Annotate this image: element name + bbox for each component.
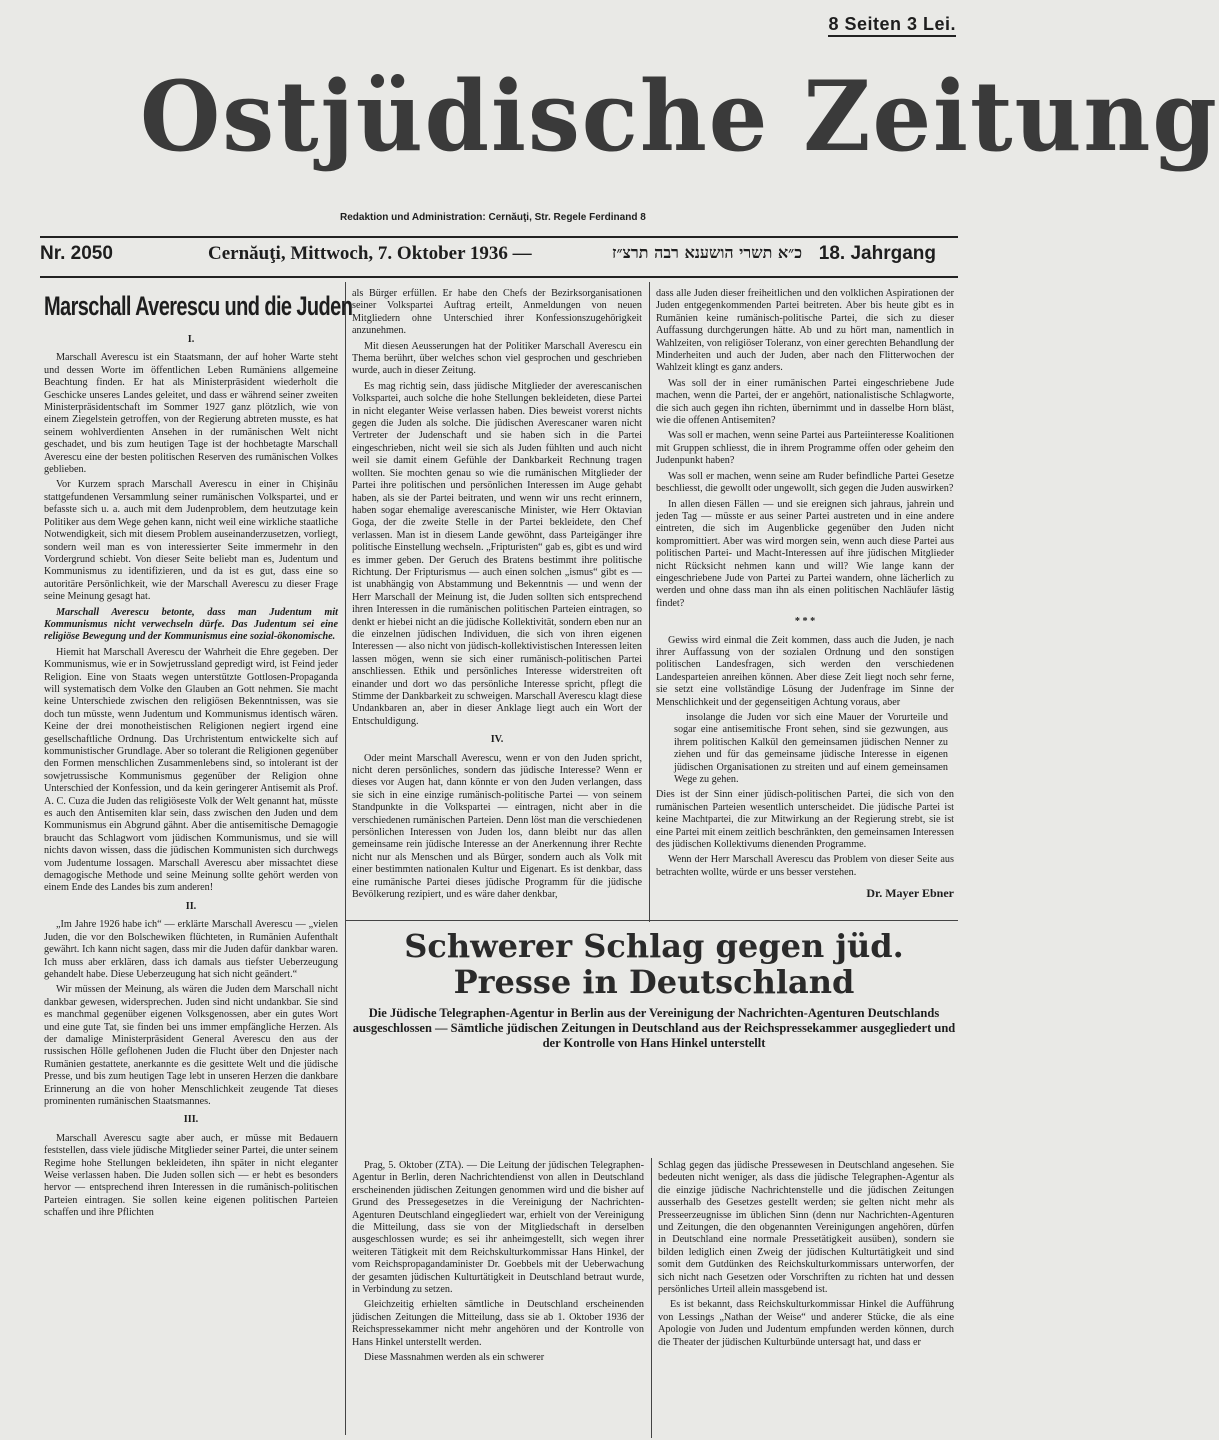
news-column-a [352, 1160, 644, 1436]
issue-number: Nr. 2050 [40, 243, 113, 264]
headline [350, 928, 958, 1000]
masthead [140, 60, 1219, 190]
article-title: Marschall Averescu und die Juden [44, 292, 353, 322]
paragraph: Marschall Averescu sagte aber auch, er müsse mit Bedauern feststellen, dass viele jüdische Mitglieder seiner Partei, die unter seinem Regime hohe Stellungen bekleideten, ihn später in nicht eleganter Weise verlassen haben. Die Juden sollen sich — er hebt es besonders hervor — entsprechend ihren Interessen in die rumänisch-politischen Parteien eintragen. Sie sollen keine eigenen politischen Parteien schaffen und ihre Pflichten [44, 1132, 338, 1219]
headline-line-1: Schwerer Schlag gegen jüd. [404, 927, 904, 965]
paragraph: Prag, 5. Oktober (ZTA). — Die Leitung der jüdischen Telegraphen-Agentur in Berlin, deren Nachrichtendienst von allen in Deutschland erscheinenden jüdischen Zeitungen genommen wird und die bisher auf Grund des Pressegesetzes in die Vereinigung der Nachrichten-Agenturen Deutschland eingegliedert war, erhielt von der Vereinigung die Mitteilung, dass sie von der Mitgliedschaft in derselben ausgeschlossen wurde; es sei ihr anheimgestellt, sich wegen ihrer weiteren Tätigkeit mit dem Reichskulturkommissar Hans Hinkel, der vom Reichspropagandaminister Dr. Goebbels mit der Ueberwachung der gesamten jüdischen Kulturtätigkeit in Deutschland betraut wurde, in Verbindung zu setzen. [352, 1160, 644, 1296]
section-number: III. [183, 1114, 199, 1126]
paragraph: Hiemit hat Marschall Averescu der Wahrheit die Ehre gegeben. Der Kommunismus, wie er in Sowjetrussland gepredigt wird, ist Feind jeder Religion. Eine von Staats wegen unterstützte Gottlosen-Propaganda will systematisch dem Volke den Glauben an Gott nehmen. Sie macht keine Unterschiede zwischen den religiösen Bekenntnissen, was sie doch tun müsste, wenn Judentum und Kommunismus identisch wären. Keine der drei monotheistischen Religionen negiert irgend eine gesellschaftliche Ordnung. Das Urchristentum entwickelte sich auf kommunistischer Grundlage. Aber so tolerant die Religionen gegenüber den Formen menschlichen Zusammenlebens sind, so intolerant ist der sowjetrussische Kommunismus gegenüber der Religion ohne Unterschied der Konfession, und da kein geringerer Antisemit als Prof. A. C. Cuza die Juden das religiöseste Volk der Welt genannt hat, müsste es auch den Antisemiten klar sein, dass zwischen den Juden und dem Kommunismus ein Abgrund gähnt. Aber die antisemitische Demagogie braucht das Schlagwort vom jüdischen Kommunismus, und sie will nichts davon wissen, dass die jüdischen Kommunisten sich durchwegs vom Judentume lossagen. Marschall Averescu aber missachtet diese demagogische Methode und seine Meinung sollte gehört werden von einem Ende des Landes bis zum anderen! [44, 646, 338, 894]
paragraph: Was soll der in einer rumänischen Partei eingeschriebene Jude machen, wenn die Partei, der er angehört, nationalistische Schlagworte, die sich auch gegen ihn richten, übernimmt und in dasselbe Horn bläst, wie die offenen Antisemiten? [656, 377, 954, 427]
column-divider-3 [651, 1158, 652, 1438]
headline-top-rule [346, 920, 958, 921]
paragraph: Diese Massnahmen werden als ein schwerer [364, 1352, 545, 1364]
column-divider-left-lower [345, 920, 346, 1435]
article-column-3 [656, 288, 954, 918]
section-separator: * * * [794, 616, 816, 628]
headline-line-2: Presse in Deutschland [453, 963, 855, 1001]
section-number: IV. [490, 734, 504, 746]
paragraph: „Im Jahre 1926 habe ich“ — erklärte Marschall Averescu — „vielen Juden, die vor den Bolschewiken flüchteten, in Rumänien Aufenthalt gewährt. Ich kann nicht sagen, dass mir die Juden dafür dankbar waren. Ich muss aber erklären, dass ich damals aus tiefster Ueberzeugung gehandelt habe. Diese Ueberzeugung hat sich nicht geändert.“ [44, 919, 338, 980]
paragraph: Wenn der Herr Marschall Averescu das Problem von dieser Seite aus betrachten wollte, würde er uns besser verstehen. [656, 854, 954, 878]
paragraph: In allen diesen Fällen — und sie ereignen sich jahraus, jahrein und jeden Tag — müsste er aus seiner Partei austreten und in eine andere eintreten, die sich im Augenblicke gegenüber den Juden nicht kompromittiert. Aber was wird morgen sein, wenn auch diese Partei aus politischen Partei- und Macht-Interessen auf ihre jüdischen Mitglieder nicht Rücksicht nehmen kann und will? Wie lange kann der eingeschriebene Jude von Partei zu Partei wandern, ohne lächerlich zu werden und ohne dass man ihn als einen politischen Nachläufer lästig findet? [656, 498, 954, 609]
subheadline: Die Jüdische Telegraphen-Agentur in Berlin aus der Vereinigung der Nachrichten-Agenturen Deutschlands ausgeschlossen — Sämtliche jüdischen Zeitungen in Deutschland aus der Reichspressekammer ausgegliedert und der Kontrolle von Hans Hinkel unterstellt [352, 1006, 956, 1050]
paragraph: Dies ist der Sinn einer jüdisch-politischen Partei, die sich von den rumänischen Parteien wesentlich unterscheidet. Die jüdische Partei ist keine Machtpartei, die zur Mitwirkung an der Regierung strebt, sie ist eine Partei mit einem zeitlich beschränkten, den gemeinsamen Interessen des jüdischen Kollektivums dienenden Programme. [656, 789, 954, 851]
paragraph: Es mag richtig sein, dass jüdische Mitglieder der averescanischen Volkspartei, auch solche die hohe Stellungen bekleideten, diese Partei in nicht eleganter Weise verlassen haben. Dies beweist vorerst nichts gegen die Juden als solche. Die jüdischen Averescaner waren nicht Vertreter der Judenschaft und sie haben sich in die Partei eingeschrieben, nicht weil sie sich als Juden fühlten und auch nicht weil sie damit einem Gefühle der Dankbarkeit Rechnung tragen wollten. Sie mochten genau so wie die rumänischen Mitglieder der Partei ihre politischen und persönlichen Interessen im Auge gehabt haben, als sie der Partei beitraten, und wenn wir uns recht erinnern, haben sogar ehemalige averescanische Minister, wie Herr Oktavian Goga, der die zweite Stelle in der Partei bekleidete, den Chef verlassen. Man ist in diesem Lande gewöhnt, dass Parteigänger ihre politische Einstellung wechseln. „Fripturisten“ gab es, gibt es und wird es immer geben. Der Geruch des Bratens bestimmt ihre politische Richtung. Der Fripturismus — auch einen solchen „ismus“ gibt es — ist unabhängig von Abstammung und Bekenntnis — und wenn der Herr Marschall der Meinung ist, die Juden sollten sich entsprechend ihren Interessen in die rumänischen politischen Parteien eintragen, so denkt er hiebei nicht an die jüdische Kollektivität, sondern eben nur an die einzelnen jüdischen Individuen, die sich von ihren eigenen Interessen — also nicht von jüdisch-kollektivistischen Interessen leiten lassen mögen, wenn sie sich einer rumänisch-politischen Partei anschliessen. Ethik und persönliches Interesse widerstreiten oft einander und dort wo das persönliche Interesse spricht, pflegt die Stimme der Dankbarkeit zu schweigen. Marschall Averescu klagt diese Undankbaren an, aber in dieser Anklage liegt auch ein Wort der Entschuldigung. [352, 380, 643, 727]
paragraph-emphasis: Marschall Averescu betonte, dass man Judentum mit Kommunismus nicht verwechseln dürfe. Das Judentum sei eine religiöse Bewegung und der Kommunismus eine sozial-ökonomische. [44, 606, 338, 643]
paragraph: Gleichzeitig erhielten sämtliche in Deutschland erscheinenden jüdischen Zeitungen die Mitteilung, dass sie ab 1. Oktober 1936 der Reichspressekammer nicht mehr angehören und der Kontrolle von Hans Hinkel unterstellt werden. [352, 1299, 644, 1348]
top-rule [40, 236, 958, 238]
section-number: II. [185, 900, 197, 912]
paragraph: dass alle Juden dieser freiheitlichen und den volklichen Aspirationen der Juden entgegenkommenden Partei beitreten. Aber bis heute gibt es in Rumänien keine rumänisch-politische Partei, die sich zu dieser Auffassung durchgerungen hätte. Ab und zu hört man, namentlich in Wahlzeiten, von religiöser Toleranz, von einer gerechten Behandlung der Minderheiten und auch der Juden, aber nach den Flitterwochen der Wahlzeit klingt es ganz anders. [656, 288, 954, 374]
paragraph: Oder meint Marschall Averescu, wenn er von den Juden spricht, nicht deren persönliches, sondern das jüdische Interesse? Wenn er dieses vor Augen hat, dann könnte er von den Juden verlangen, dass sie sich in eine einzige rumänisch-politische Partei — von seinem Standpunkte in die Volkspartei — eintragen, nicht aber in die verschiedenen rumänischen Parteien. Denn löst man die verschiedenen persönlichen Interessen von Juden los, dann bleibt nur das allen gemeinsame rein jüdische Interesse an der Anerkennung ihrer Rechte nicht nur als Menschen und als Bürger, sondern auch als Volk mit einer bestimmten nationalen Kultur und Eigenart. Es ist denkbar, dass eine rumänische Partei dieses jüdische Programm für die jüdische Bevölkerung rezipiert, und es wäre daher denkbar, [352, 752, 642, 901]
paragraph: Marschall Averescu ist ein Staatsmann, der auf hoher Warte steht und dessen Worte im öffentlichen Leben Rumäniens allgemeine Beachtung finden. Er hat als Ministerpräsident wiederholt die Geschicke unseres Landes geleitet, und dass er während seiner zweiten Ministerpräsidentschaft im Sommer 1927 ganz plötzlich, wie von einem Ziegelstein getroffen, von der Regierung abtreten musste, es hat seinem wohlverdienten Ansehen in der rumänischen Welt nicht geschadet, und bis zum heutigen Tage ist der hochbetagte Marschall Averescu eine der besten politischen Reserven des rumänischen Volkes geblieben. [44, 352, 338, 476]
masthead-title: Ostjüdische Zeitung [140, 60, 1219, 173]
volume-year: 18. Jahrgang [818, 243, 936, 264]
paragraph: Schlag gegen das jüdische Pressewesen in Deutschland angesehen. Sie bedeuten nicht weniger, als dass die jüdische Telegraphen-Agentur als die einzige jüdische Nachrichtenstelle und die jüdischen Zeitungen ausserhalb des Gesetzes gestellt werden; sie gelten nicht mehr als Presseerzeugnisse im üblichen Sinn (denn nur Nachrichten-Agenturen und Zeitungen, die den obgenannten Vereinigungen angehören, dürfen in Deutschland eine normale Pressetätigkeit ausüben), sondern sie bilden lediglich einen Zweig der jüdischen Kulturtätigkeit und sind somit dem Gutdünken des Reichskulturkommissars unterworfen, der sich nicht nach Gesetzen oder Vorschriften zu richten hat und dessen persönliches Urteil allein massgebend ist. [658, 1160, 954, 1296]
paragraph: als Bürger erfüllen. Er habe den Chefs der Bezirksorganisationen seiner Volkspartei Auftrag erteilt, Anmeldungen von neuen Mitgliedern ohne Unterschied ihrer Konfessionszugehörigkeit anzunehmen. [352, 288, 642, 337]
issue-bottom-rule [40, 276, 958, 278]
paragraph: Vor Kurzem sprach Marschall Averescu in einer in Chişinău stattgefundenen Versammlung seiner rumänischen Volkspartei, und er befasste sich u. a. auch mit dem Judenproblem, dem heutzutage kein Politiker aus dem Wege gehen kann, nicht weil eine wirkliche staatliche Notwendigkeit, sich mit diesem Problem auseinanderzusetzen, vorliegt, sondern weil man es von interessierter Seite immermehr in den Vordergrund schiebt. Von dieser Seite beliebt man es, Judentum und Kommunismus zu identifizieren, und da ist es gut, dass eine so autoritäre Persönlichkeit, wie der Marschall Averescu zu dieser Frage seine Meinung gesagt hat. [44, 479, 338, 603]
editorial-address: Redaktion und Administration: Cernăuţi, Str. Regele Ferdinand 8 [340, 212, 646, 223]
paragraph: Was soll er machen, wenn seine Partei aus Parteiinteresse Koalitionen mit Gruppen schliesst, die in ihrem Programme offen oder geheim den Judenpunkt haben? [656, 430, 954, 467]
paragraph: Es ist bekannt, dass Reichskulturkommissar Hinkel die Aufführung von Lessings „Nathan der Weise“ und anderer Stücke, die als eine Apologie von Juden und Judentum empfunden werden können, durch die Theater der jüdischen Kulturbünde untersagt hat, und dass er [658, 1299, 954, 1348]
paragraph: Mit diesen Aeusserungen hat der Politiker Marschall Averescu ein Thema berührt, über welches schon viel gesprochen und geschrieben wurde, auch in dieser Zeitung. [352, 340, 642, 377]
paragraph: Gewiss wird einmal die Zeit kommen, dass auch die Juden, je nach ihrer Auffassung von der sozialen Ordnung und den sonstigen politischen Landesfragen, sich werden den verschiedenen Landesparteien anreihen können. Aber diese Zeit liegt noch sehr ferne, sie setzt eine vollständige Lösung der Judenfrage im Sinne der Menschlichkeit und der gegenseitigen Achtung voraus, aber [656, 634, 954, 708]
news-column-b [658, 1160, 954, 1436]
article-column-2 [352, 288, 642, 918]
issue-bar [40, 243, 958, 273]
column-divider-1 [345, 282, 346, 922]
paragraph: Wir müssen der Meinung, als wären die Juden dem Marschall nicht dankbar gewesen, widersprechen. Juden sind nicht undankbar. Sie sind es manchmal gegenüber eigenen Volksgenossen, aber ein gutes Wort und eine gute Tat, sie finden bei uns immer empfängliche Herzen. Als der damalige Ministerpräsident General Averescu den aus der russischen Hölle geflohenen Juden die Flucht über den Dnjester nach Rumänien gestattete, anerkannte es die gesittete Welt und die jüdische Presse, und bis zum heutigen Tage lebt in unseren Herzen die dankbare Erinnerung an die von hoher Menschlichkeit zeugende Tat dieses prominenten rumänischen Staatsmannes. [44, 984, 338, 1107]
paragraph-quote: insolange die Juden vor sich eine Mauer der Vorurteile und sogar eine antisemitische Front sehen, sind sie gezwungen, aus ihrem politischen Kalkül den gemeinsamen jüdischen Nenner zu ziehen und für das gemeinsame jüdische Interesse in eigenen jüdischen Organisationen zu streiten und auf einem gemeinsamen Wege zu gehen. [674, 712, 948, 786]
dateline: Cernăuţi, Mittwoch, 7. Oktober 1936 — [208, 243, 532, 264]
hebrew-date: כ״א תשרי הושענא רבה תרצ״ז [612, 243, 803, 262]
column-divider-2 [649, 282, 650, 922]
price-label: 8 Seiten 3 Lei. [828, 14, 956, 34]
author-signature: Dr. Mayer Ebner [866, 886, 954, 901]
paragraph: Was soll er machen, wenn seine am Ruder befindliche Partei Gesetze beschliesst, die gewollt oder ungewollt, sich gegen die Juden auswirken? [656, 470, 954, 495]
article-column-1 [44, 328, 338, 1436]
section-number: I. [187, 334, 195, 345]
